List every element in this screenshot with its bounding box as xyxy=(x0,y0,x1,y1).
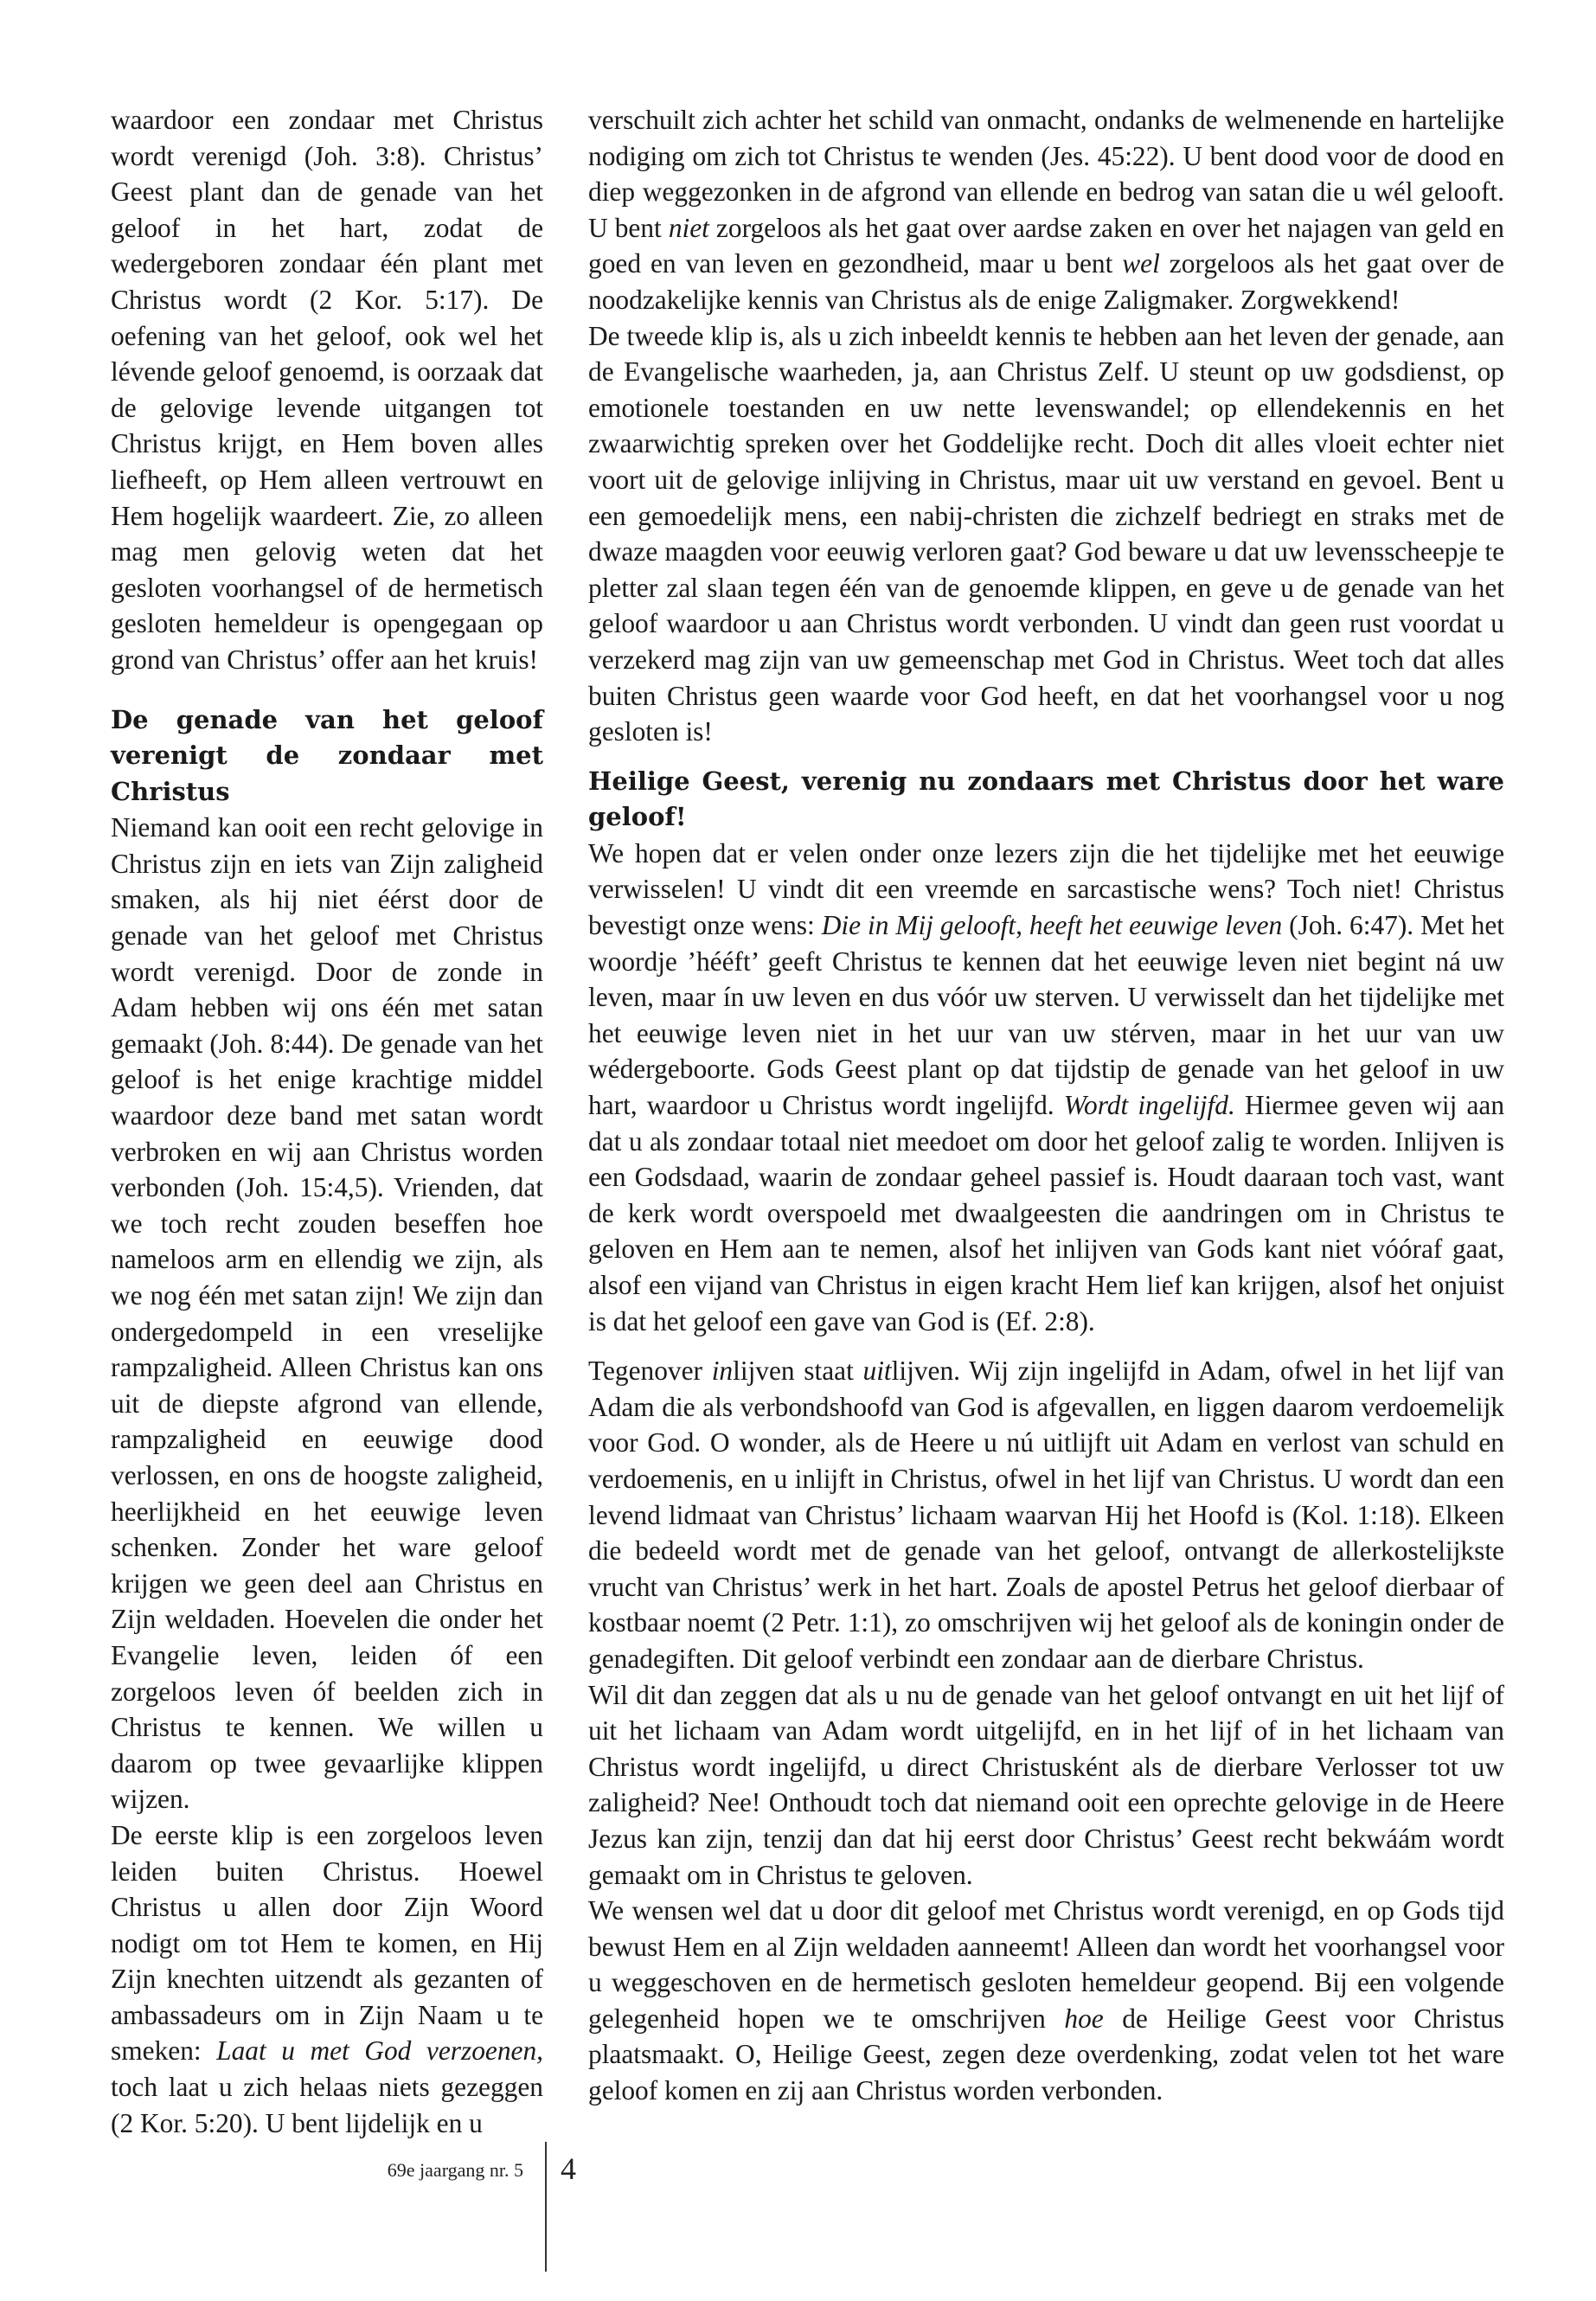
text-run: de Heilige Geest voor Christus plaatsmaakt. O, Heilige Geest, zegen deze overdenking, zodat velen tot het ware geloof komen en zij aan Christus worden verbonden. xyxy=(588,2003,1504,2106)
italic-emphasis: niet xyxy=(668,212,709,243)
italic-emphasis: wel xyxy=(1122,248,1160,279)
text-run: lijven. Wij zijn ingelijfd in Adam, ofwel in het lijf van Adam die als verbondshoofd van God is afgevallen, en liggen daarom verdoemelijk voor God. O wonder, als de Heere u nú uitlijft uit Adam en verlost van schuld en verdoemenis, en u inlijft in Christus, ofwel in het lijf van Christus. U wordt dan een levend lidmaat van Christus’ lichaam waarvan Hij het Hoofd is (Kol. 1:18). Elkeen die bedeeld wordt met de genade van het geloof, ontvangt de allerkostelijkste vrucht van Christus’ werk in het hart. Zoals de apostel Petrus het geloof dierbaar of kostbaar noemt (2 Petr. 1:1), zo omschrijven wij het geloof als de koningin onder de genadegiften. Dit geloof verbindt een zondaar aan de dierbare Christus. xyxy=(588,1356,1504,1674)
right-column xyxy=(588,102,1504,2109)
text-run: Hiermee geven wij aan dat u als zondaar totaal niet meedoet om door het geloof zalig te worden. Inlijven is een Godsdaad, waarin de zondaar geheel passief is. Houdt daaraan toch vast, want de kerk wordt overspoeld met dwaalgeesten die aandringen om in Christus te geloven en Hem aan te nemen, alsof het inlijven van Gods kant niet vóóraf gaat, alsof een vijand van Christus in eigen kracht Hem lief kan krijgen, alsof het onjuist is dat het geloof een gave van God is (Ef. 2:8). xyxy=(588,1090,1505,1336)
text-run: We hopen dat er velen onder onze lezers zijn die het tijdelijke met het eeuwige verwisselen! U vindt dit een vreemde en sarcastische wens? Toch niet! Christus bevestigt onze wens: xyxy=(588,837,1504,941)
text-run: verschuilt zich achter het schild van onmacht, ondanks de welmenende en hartelijke nodiging om zich tot Christus te wenden (Jes. 45:22). U bent dood voor de dood en diep weggezonken in de afgrond van ellende en bedrog van satan die u wél gelooft. U bent xyxy=(588,105,1504,243)
section-heading: De genade van het geloof verenigt de zondaar met Christus xyxy=(111,704,543,806)
paragraph xyxy=(111,1817,543,2141)
text-run: De eerste klip is een zorgeloos leven leiden buiten Christus. Hoewel Christus u allen door Zijn Woord nodigt om tot Hem te komen, en Hij Zijn knechten uitzendt als gezanten of ambassadeurs om in Zijn Naam u te smeken: xyxy=(111,1819,543,2067)
footer-divider xyxy=(545,2142,547,2272)
text-run: toch laat u zich helaas niets gezeggen (2 Kor. 5:20). U bent lijdelijk en u xyxy=(111,2072,543,2138)
italic-emphasis: in xyxy=(711,1356,734,1387)
paragraph: Wil dit dan zeggen dat als u nu de genade van het geloof ontvangt en uit het lijf of uit het lichaam van Adam wordt uitgelijfd, en in het lijf of in het lichaam van Christus wordt ingelijfd, u direct Christusként als de dierbare Verlosser tot uw zaligheid? Nee! Onthoudt toch dat niemand ooit een oprechte gelovige in de Heere Jezus kan zijn, tenzij dan dat hij eerst door Christus’ Geest recht bekwáám wordt gemaakt om in Christus te geloven. xyxy=(588,1679,1504,1890)
text-run: Tegenover xyxy=(588,1356,712,1387)
left-column xyxy=(111,102,543,2141)
paragraph: De tweede klip is, als u zich inbeeldt kennis te hebben aan het leven der genade, aan de Evangelische waarheden, ja, aan Christus Zelf. U steunt op uw godsdienst, op emotionele toestanden en uw nette levenswandel; op ellendekennis en het zwaarwichtig spreken over het Goddelijke recht. Doch dit alles vloeit echter niet voort uit de gelovige inlijving in Christus, maar uit uw verstand en gevoel. Bent u een gemoedelijk mens, een nabij-christen die zichzelf bedriegt en straks met de dwaze maagden voor eeuwig verloren gaat? God beware u dat uw levensscheepje te pletter zal slaan tegen één van de genoemde klippen, en geve u de genade van het geloof waardoor u aan Christus wordt verbonden. U vindt dan geen rust voordat u verzekerd mag zijn van uw gemeenschap met God in Christus. Weet toch dat alles buiten Christus geen waarde voor God heeft, en dat het voorhangsel voor u nog gesloten is! xyxy=(588,320,1504,747)
italic-emphasis: hoe xyxy=(1064,2003,1104,2034)
paragraph: waardoor een zondaar met Christus wordt verenigd (Joh. 3:8). Christus’ Geest plant dan de genade van het geloof in het hart, zodat de wedergeboren zondaar één plant met Christus wordt (2 Kor. 5:17). De oefening van het geloof, ook wel het lévende geloof genoemd, is oorzaak dat de gelovige levende uitgangen tot Christus krijgt, en Hem boven alles liefheeft, op Hem alleen vertrouwt en Hem hogelijk waardeert. Zie, zo alleen mag men gelovig weten dat het gesloten voorhangsel of de hermetisch gesloten hemeldeur is opengegaan op grond van Christus’ offer aan het kruis! xyxy=(111,105,543,675)
text-run: lijven staat xyxy=(733,1356,863,1387)
paragraph xyxy=(588,102,1504,318)
italic-quote: Die in Mij gelooft, heeft het eeuwige leven xyxy=(821,910,1283,941)
paragraph xyxy=(588,836,1504,1339)
italic-quote: Laat u met God verzoenen, xyxy=(216,2035,543,2067)
text-run: We wensen wel dat u door dit geloof met Christus wordt verenigd, en op Gods tijd bewust Hem en al Zijn weldaden aanneemt! Alleen dan wordt het voorhangsel voor u weggeschoven en de hermetisch gesloten hemeldeur geopend. Bij een volgende gelegenheid hopen we te omschrijven xyxy=(588,1895,1504,2034)
page-number: 4 xyxy=(561,2151,576,2186)
text-run: (Joh. 6:47). Met het woordje ’hééft’ geeft Christus te kennen dat het eeuwige leven niet begint ná uw leven, maar ín uw leven en dus vóór uw sterven. U verwisselt dan het tijdelijke met het eeuwige leven niet in het uur van uw stérven, maar in het uur van uw wédergeboorte. Gods Geest plant op dat tijdstip de genade van het geloof in uw hart, waardoor u Christus wordt ingelijfd. xyxy=(588,910,1504,1121)
text-run: zorgeloos als het gaat over aardse zaken en over het najagen van geld en goed en van leven en gezondheid, maar u bent xyxy=(588,212,1504,279)
italic-emphasis: uit xyxy=(862,1356,892,1387)
issue-label: 69e jaargang nr. 5 xyxy=(387,2159,523,2181)
paragraph: Niemand kan ooit een recht gelovige in Christus zijn en iets van Zijn zaligheid smaken, als hij niet éérst door de genade van het geloof met Christus wordt verenigd. Door de zonde in Adam hebben wij ons één met satan gemaakt (Joh. 8:44). De genade van het geloof is het enige krachtige middel waardoor deze band met satan wordt verbroken en wij aan Christus worden verbonden (Joh. 15:4,5). Vrienden, dat we toch recht zouden beseffen hoe nameloos arm en ellendig we zijn, als we nog één met satan zijn! We zijn dan ondergedompeld in een vreselijke rampzaligheid. Alleen Christus kan ons uit de diepste afgrond van ellende, rampzaligheid en eeuwige dood verlossen, en ons de hoogste zaligheid, heerlijkheid en het eeuwige leven schenken. Zonder het ware geloof krijgen we geen deel aan Christus en Zijn weldaden. Hoevelen die onder het Evangelie leven, leiden óf een zorgeloos leven óf beelden zich in Christus te kennen. We willen u daarom op twee gevaarlijke klippen wijzen. xyxy=(111,812,543,1815)
paragraph xyxy=(588,1893,1504,2109)
italic-emphasis: Wordt ingelijfd. xyxy=(1063,1090,1235,1121)
paragraph xyxy=(588,1353,1504,1676)
section-heading: Heilige Geest, verenig nu zondaars met Christus door het ware geloof! xyxy=(588,766,1504,832)
text-run: zorgeloos als het gaat over de noodzakelijke kennis van Christus als de enige Zaligmaker. Zorgwekkend! xyxy=(588,248,1504,315)
